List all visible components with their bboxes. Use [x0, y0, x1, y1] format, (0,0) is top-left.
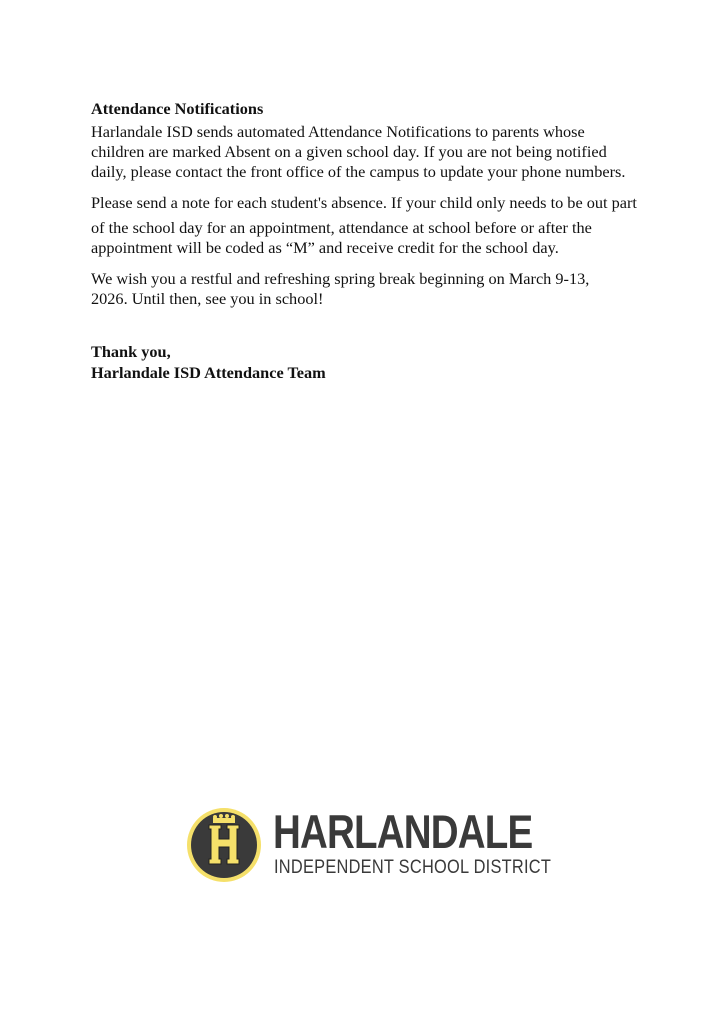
logo-name: HARLANDALE: [273, 805, 533, 858]
heading: Attendance Notifications: [91, 99, 264, 118]
para1-line: Harlandale ISD sends automated Attendance Notifications to parents whose: [91, 122, 585, 141]
harlandale-emblem-icon: [185, 806, 265, 884]
para3-line: We wish you a restful and refreshing spring break beginning on March 9-13,: [91, 269, 590, 288]
para3-line: 2026. Until then, see you in school!: [91, 289, 324, 308]
signature: Harlandale ISD Attendance Team: [91, 363, 326, 382]
para1-line: daily, please contact the front office of the campus to update your phone numbers.: [91, 162, 626, 181]
para2-line: of the school day for an appointment, attendance at school before or after the: [91, 218, 592, 237]
para2-line: Please send a note for each student's absence. If your child only needs to be out part: [91, 193, 637, 212]
harlandale-logo: [185, 805, 552, 884]
para1-line: children are marked Absent on a given school day. If you are not being notified: [91, 142, 607, 161]
para2-line: appointment will be coded as “M” and receive credit for the school day.: [91, 238, 559, 257]
logo-subtitle: INDEPENDENT SCHOOL DISTRICT: [274, 856, 552, 878]
closing: Thank you,: [91, 342, 171, 361]
